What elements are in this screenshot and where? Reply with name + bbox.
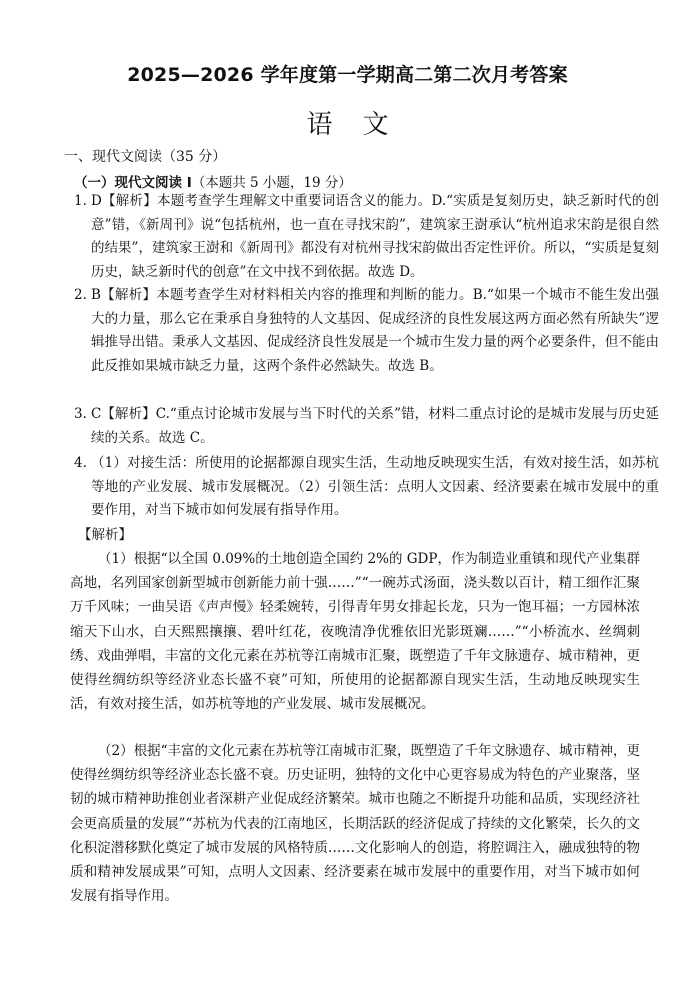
analysis-text: （2）根据“丰富的文化元素在苏杭等江南城市汇聚，既塑造了千年文脉遗存、城市精神，更使得丝绸纺织等经济业态长盛不衰。历史证明，独特的文化中心更容易成为特色的产业聚落，坚韧的城市精神助推创业者深耕产业促成经济繁荣。城市也随之不断提升功能和品质，实现经济社会更高质量的发展”“苏杭为代表的江南地区，长期活跃的经济促成了持续的文化繁荣，长久的文化积淀潜移默化奠定了城市发展的风格特质……文化影响人的创造，将腔调注入，融成独特的物质和精神发展成果”可知，点明人文因素、经济要素在城市发展中的重要作用，对当下城市如何发展有指导作用。: [70, 743, 640, 905]
subsection-heading: [74, 171, 352, 191]
answer-item-3: [74, 403, 659, 450]
answer-number: 4.: [74, 455, 87, 471]
answer-text: D【解析】本题考查学生理解文中重要词语含义的能力。D.“实质是复刻历史，缺乏新时代的创意”错，《新周刊》说“包括杭州，也一直在寻找宋韵”，建筑家王澍承认“杭州追求宋韵是很自然的结果”，建筑家王澍和《新周刊》都没有对杭州寻找宋韵做出否定性评价。所以，“实质是复刻历史，缺乏新时代的创意”在文中找不到依据。故选 D。: [91, 193, 659, 280]
analysis-paragraph-1: [70, 547, 640, 716]
subsection-note: （本题共 5 小题，19 分）: [191, 175, 352, 191]
section-heading: 一、现代文阅读（35 分）: [64, 149, 227, 165]
analysis-paragraph-2: [70, 739, 640, 908]
answer-text: C【解析】C.“重点讨论城市发展与当下时代的关系”错，材料二重点讨论的是城市发展与历史延续的关系。故选 C。: [91, 406, 659, 446]
answer-number: 2.: [74, 287, 87, 303]
analysis-text: （1）根据“以全国 0.09%的土地创造全国约 2%的 GDP，作为制造业重镇和现代产业集群高地，名列国家创新型城市创新能力前十强……”“一碗苏式汤面，浇头数以百计，精工细作汇聚万千风味；一曲吴语《声声慢》轻柔婉转，引得青年男女排起长龙，只为一饱耳福；一方园林浓缩天下山水，白天熙熙攘攘、碧叶红花，夜晚清净优雅依旧光影斑斓……”“小桥流水、丝绸刺绣、戏曲弹唱，丰富的文化元素在苏杭等江南城市汇聚，既塑造了千年文脉遗存、城市精神，更使得丝绸纺织等经济业态长盛不衰”可知，所使用的论据都源自现实生活，生动地反映现实生活，有效对接生活，如苏杭等地的产业发展、城市发展概况。: [70, 551, 640, 713]
answer-text: B【解析】本题考查学生对材料相关内容的推理和判断的能力。B.“如果一个城市不能生发出强大的力量，那么它在秉承自身独特的人文基因、促成经济的良性发展这两方面必然有所缺失”逻辑推导出错。秉承人文基因、促成经济良性发展是一个城市生发力量的两个必要条件，但不能由此反推如果城市缺乏力量，这两个条件必然缺失。故选 B。: [91, 287, 659, 374]
answer-number: 3.: [74, 406, 87, 422]
answer-item-2: [74, 284, 659, 378]
answer-item-4: [74, 452, 659, 523]
subsection-label: （一）现代文阅读 I: [74, 175, 192, 191]
subject-heading: 语文: [306, 110, 419, 140]
answer-number: 1.: [74, 193, 87, 209]
answer-text: （1）对接生活：所使用的论据都源自现实生活，生动地反映现实生活，有效对接生活，如苏杭等地的产业发展、城市发展概况。（2）引领生活：点明人文因素、经济要素在城市发展中的重要作用，对当下城市如何发展有指导作用。: [91, 455, 659, 519]
page-title: 2025—2026 学年度第一学期高二第二次月考答案: [127, 64, 568, 86]
answer-item-1: [74, 190, 659, 284]
analysis-label: 【解析】: [78, 527, 132, 543]
